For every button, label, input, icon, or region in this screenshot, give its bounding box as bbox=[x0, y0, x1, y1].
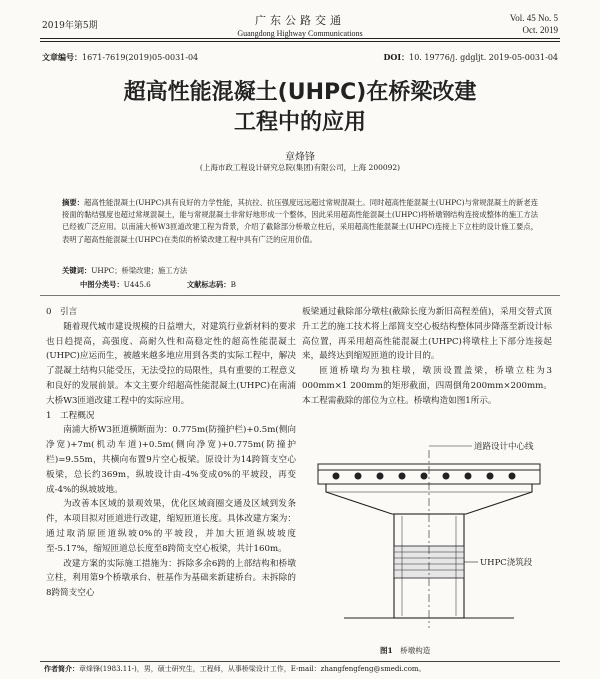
doi-label: DOI： bbox=[383, 52, 410, 62]
section-0-heading: 0 引言 bbox=[46, 307, 78, 317]
section-1-paragraph-1: 南浦大桥W3匝道横断面为：0.775m(防撞护栏)+0.5m(侧向净宽)+7m(机动车道)+0.5m(侧向净宽)+0.775m(防撞护栏)=9.55m，共横向布置9片空心板梁。原设计为14跨简支空心板梁，总长约369m，纵坡设计由-4%变成0%的平坡段，再变成-4%的纵坡坡地。 bbox=[46, 425, 296, 495]
footnote-text: 章烽锋(1983.11-)，男，硕士研究生，工程师，从事桥梁设计工作，E-mail：zhangfengfeng@smedi.com。 bbox=[79, 665, 426, 673]
issue-date: Oct. 2019 bbox=[522, 25, 558, 35]
figure-caption-text: 桥墩构造 bbox=[400, 646, 431, 655]
abstract-separator bbox=[40, 295, 560, 296]
header-rule-thin bbox=[40, 41, 560, 42]
body-left-column bbox=[46, 305, 296, 601]
article-number-label: 文章编号： bbox=[42, 52, 82, 62]
author-name: 章烽锋 bbox=[285, 152, 315, 163]
clc-value: U445.6 bbox=[123, 280, 151, 289]
clc-label: 中图分类号： bbox=[80, 280, 124, 289]
author-affiliation: (上海市政工程设计研究总院(集团)有限公司，上海 200092) bbox=[199, 163, 401, 172]
abstract-label: 摘要： bbox=[62, 198, 85, 207]
figure-caption bbox=[380, 645, 430, 656]
section-1-paragraph-2: 为改善本区域的景观效果，优化区域商圈交通及区域到发条件，本项目拟对匝道进行改建，缩短匝道长度。具体改建方案为：通过取消原匝道纵坡0%的平坡段，并加大匝道纵坡坡度至-5.17%，缩短匝道总长度至8跨简支空心板梁，共计160m。 bbox=[46, 499, 296, 554]
keywords bbox=[62, 266, 187, 276]
issue-label: 2019年第5期 bbox=[42, 21, 98, 31]
volume-number: Vol. 45 No. 5 bbox=[509, 13, 558, 23]
article-number-value: 1671-7619(2019)05-0031-04 bbox=[82, 53, 199, 62]
body-right-column bbox=[302, 305, 552, 409]
journal-name-cn: 广东公路交通 bbox=[255, 14, 345, 27]
volume-info bbox=[510, 12, 558, 36]
keywords-label: 关键词： bbox=[62, 266, 92, 275]
article-number bbox=[42, 52, 198, 63]
header-rule bbox=[40, 38, 560, 39]
doc-code-value: B bbox=[230, 280, 236, 289]
section-1-heading: 1 工程概况 bbox=[46, 410, 95, 421]
deck-voids bbox=[333, 473, 516, 480]
title-line-2: 工程中的应用 bbox=[233, 110, 366, 135]
figure-number: 图1 bbox=[380, 646, 393, 655]
section-1-paragraph-3: 改建方案的实际施工措施为：拆除多余6跨的上部结构和桥墩立柱，利用第9个桥墩承台、桩基作为基础来新建桥台。未拆除的8跨简支空心 bbox=[46, 558, 296, 599]
keywords-text: UHPC；桥梁改建；施工方法 bbox=[91, 266, 188, 275]
doi-value: 10. 19776/j. gdgljt. 2019-05-0031-04 bbox=[409, 53, 558, 62]
journal-header bbox=[200, 12, 400, 38]
footnote-label: 作者简介： bbox=[44, 664, 79, 673]
section-0-paragraph: 随着现代城市建设规模的日益增大，对建筑行业新材料的要求也日趋提高，高强度、高耐久性和高稳定性的超高性能混凝土(UHPC)应运而生，被越来越多地应用到各类的实际工程中，解决了混凝土结构只能受压，无法受拉的局限性，具有重要的工程意义和良好的发展前景。本文主要介绍超高性能混凝土(UHPC)在南浦大桥W3匝道改建工程中的实际应用。 bbox=[46, 321, 296, 406]
article-title bbox=[50, 78, 550, 138]
footnote-rule bbox=[40, 661, 560, 662]
doi bbox=[383, 52, 558, 63]
right-paragraph-2: 匝道桥墩均为独柱墩，墩顶设置盖梁，桥墩立柱为3 000mm×1 200mm的矩形截面，四周倒角200mm×200mm。本工程需截除的部位为立柱。桥墩构造如图1所示。 bbox=[302, 366, 552, 406]
abstract-text: 超高性能混凝土(UHPC)具有良好的力学性能，其抗拉、抗压强度远远超过常规混凝土。同时超高性能混凝土(UHPC)与常规混凝土的新老连接面的黏结强度也超过常规混凝土，能与常规混凝土非常好地形成一个整体，因此采用超高性能混凝土(UHPC)将桥墩钢结构连接成整体的施工方法已经被广泛应用。以南浦大桥W3匝道改建工程为背景，介绍了截除部分桥墩立柱后，采用超高性能混凝土(UHPC)连接上下立柱的设计施工要点，表明了超高性能混凝土(UHPC)在类似的桥梁改建工程中具有广泛的应用价值。 bbox=[62, 198, 538, 244]
title-line-1: 超高性能混凝土(UHPC)在桥梁改建 bbox=[123, 80, 477, 105]
doc-code-label: 文献标志码： bbox=[186, 280, 231, 289]
centerline-label: 道路设计中心线 bbox=[474, 442, 534, 452]
right-paragraph-1: 板梁通过截除部分墩柱(截除长度为新旧高程差值)，采用交替式顶升工艺的施工技术将上部简支空心板结构整体同步降落至新设计标高位置，再采用超高性能混凝土(UHPC)将墩柱上下部分连接起来，最终达到缩短匝道的设计目的。 bbox=[302, 307, 552, 362]
journal-name-en: Guangdong Highway Communications bbox=[237, 29, 363, 38]
pier-structure-figure bbox=[304, 420, 554, 643]
uhpc-label: UHPC浇筑段 bbox=[480, 558, 533, 568]
abstract bbox=[62, 197, 538, 246]
author-bio-footnote bbox=[44, 664, 426, 674]
classification bbox=[80, 280, 236, 290]
